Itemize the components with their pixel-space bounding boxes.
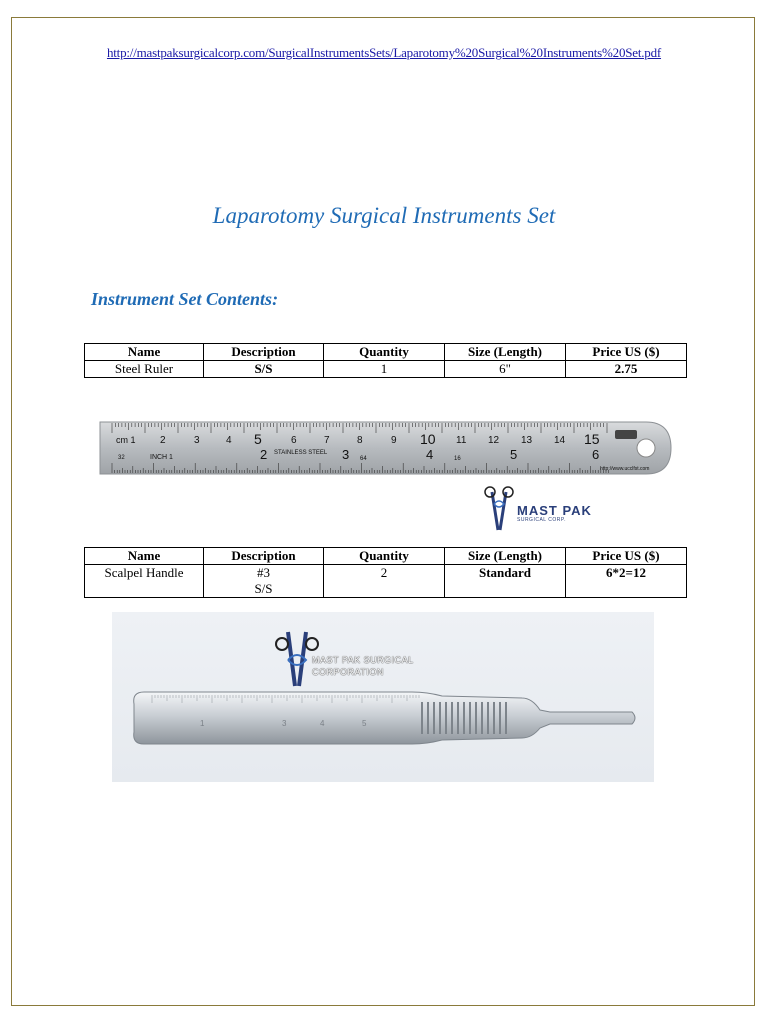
cell-size: 6" — [445, 361, 566, 378]
cell-description-line1: #3 — [257, 565, 270, 580]
header-size: Size (Length) — [445, 548, 566, 565]
table-row — [85, 565, 687, 598]
cell-description-line2: S/S — [254, 581, 273, 596]
header-description: Description — [204, 548, 324, 565]
ruler-cm-15: 15 — [584, 431, 600, 447]
header-name: Name — [85, 548, 204, 565]
ruler-site-text: http://www.ucclfst.com — [600, 466, 650, 472]
table-header-row — [85, 548, 687, 565]
steel-ruler-image — [98, 420, 673, 476]
logo-subtitle: SURGICAL CORP. — [517, 517, 566, 523]
header-size: Size (Length) — [445, 344, 566, 361]
ruler-mark-16: 16 — [454, 456, 461, 462]
mast-pak-logo — [482, 484, 612, 532]
ruler-inch-5: 5 — [510, 447, 518, 462]
ruler-brand-badge — [615, 430, 637, 439]
ruler-brand-text: STAINLESS STEEL — [274, 450, 328, 456]
ruler-inch-6: 6 — [592, 447, 600, 462]
ruler-cm-10: 10 — [420, 431, 436, 447]
cell-size: Standard — [445, 565, 566, 598]
ruler-cm-7: 7 — [324, 435, 330, 446]
cell-quantity: 1 — [324, 361, 445, 378]
ruler-cm-4: 4 — [226, 435, 232, 446]
ruler-mark-64: 64 — [360, 456, 367, 462]
ruler-cm-11: 11 — [456, 435, 467, 446]
svg-text:1: 1 — [200, 719, 205, 728]
ruler-cm-13: 13 — [521, 435, 533, 446]
cell-name: Steel Ruler — [85, 361, 204, 378]
ruler-cm-3: 3 — [194, 435, 200, 446]
ruler-inch-2: 2 — [260, 447, 268, 462]
cell-name: Scalpel Handle — [85, 565, 204, 598]
scalpel-graphic — [112, 612, 654, 782]
scalpel-handle-image — [112, 612, 654, 782]
ruler-cm-2: 2 — [160, 435, 166, 446]
ruler-cm-9: 9 — [391, 435, 397, 446]
svg-text:5: 5 — [362, 719, 367, 728]
ruler-cm-label: cm 1 — [116, 435, 136, 445]
ruler-inch-label: INCH 1 — [150, 454, 173, 461]
ruler-cm-5: 5 — [254, 431, 262, 447]
cell-description — [204, 565, 324, 598]
page-border — [11, 17, 755, 1006]
svg-text:3: 3 — [282, 719, 287, 728]
ruler-cm-6: 6 — [291, 435, 297, 446]
ruler-graphic — [98, 420, 673, 476]
cell-quantity: 2 — [324, 565, 445, 598]
ruler-inch-3: 3 — [342, 447, 350, 462]
header-price: Price US ($) — [566, 344, 687, 361]
ruler-table — [84, 343, 687, 378]
scalpel-logo-subtitle: CORPORATION — [312, 667, 384, 677]
cell-price: 2.75 — [566, 361, 687, 378]
scalpel-table — [84, 547, 687, 598]
ruler-inch-prefix: 32 — [118, 455, 125, 461]
ruler-cm-8: 8 — [357, 435, 363, 446]
header-quantity: Quantity — [324, 548, 445, 565]
source-url-link[interactable]: http://mastpaksurgicalcorp.com/SurgicalInstrumentsSets/Laparotomy%20Surgical%20Instruments%20Set.pdf — [106, 45, 662, 60]
scalpel-logo-title: MAST PAK SURGICAL — [312, 655, 414, 665]
section-heading: Instrument Set Contents: — [91, 289, 279, 309]
document-title: Laparotomy Surgical Instruments Set — [212, 203, 556, 228]
logo-title: MAST PAK — [517, 503, 592, 518]
table-header-row — [85, 344, 687, 361]
table-row — [85, 361, 687, 378]
cell-description: S/S — [204, 361, 324, 378]
header-price: Price US ($) — [566, 548, 687, 565]
ruler-cm-12: 12 — [488, 435, 500, 446]
cell-price: 6*2=12 — [566, 565, 687, 598]
header-description: Description — [204, 344, 324, 361]
ruler-cm-14: 14 — [554, 435, 566, 446]
caduceus-scissors-icon — [482, 484, 516, 532]
header-name: Name — [85, 344, 204, 361]
header-quantity: Quantity — [324, 344, 445, 361]
svg-text:4: 4 — [320, 719, 325, 728]
ruler-inch-4: 4 — [426, 447, 434, 462]
